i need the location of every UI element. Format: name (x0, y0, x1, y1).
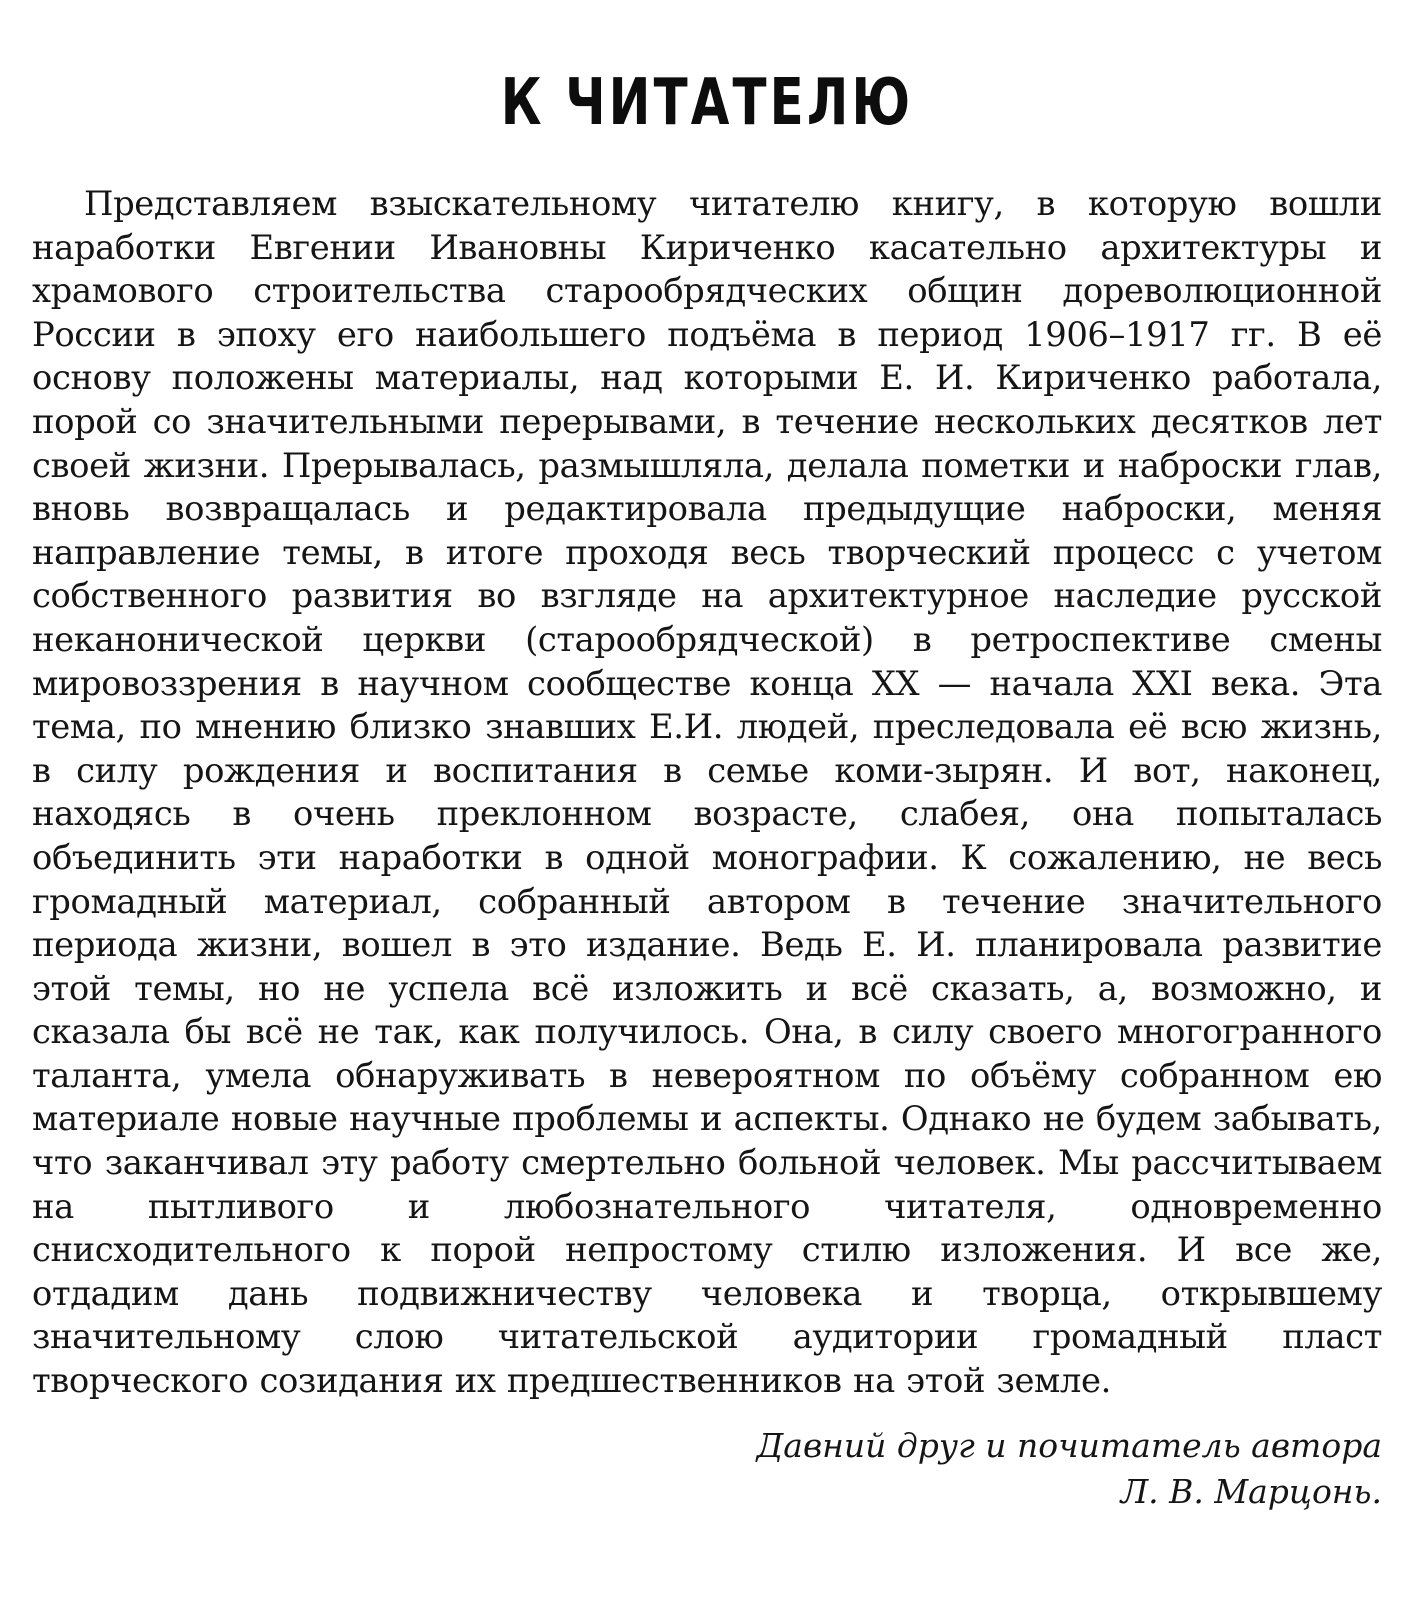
signature-block (32, 1423, 1382, 1515)
signature-author: Л. В. Марцонь. (1120, 1471, 1382, 1511)
body-paragraph: Представляем взыскательному читателю книгу, в которую вошли наработки Евгении Ивановны Кириченко касательно архитектуры и храмового строительства старообрядческих общин дореволюционной России в эпоху его наибольшего подъёма в период 1906–1917 гг. В её основу положены материалы, над которыми Е. И. Кириченко работала, порой со значительными перерывами, в течение нескольких десятков лет своей жизни. Прерывалась, размышляла, делала пометки и наброски глав, вновь возвращалась и редактировала предыдущие наброски, меняя направление темы, в итоге проходя весь творческий процесс с учетом собственного развития во взгляде на архитектурное наследие русской неканонической церкви (старообрядческой) в ретроспективе смены мировоззрения в научном сообществе конца XX — начала XXI века. Эта тема, по мнению близко знавших Е.И. людей, преследовала её всю жизнь, в силу рождения и воспитания в семье коми-зырян. И вот, наконец, находясь в очень преклонном возрасте, слабея, она попыталась объединить эти наработки в одной монографии. К сожалению, не весь громадный материал, собранный автором в течение значительного периода жизни, вошел в это издание. Ведь Е. И. планировала развитие этой темы, но не успела всё изложить и всё сказать, а, возможно, и сказала бы всё не так, как получилось. Она, в силу своего многогранного таланта, умела обнаруживать в невероятном по объёму собранном ею материале новые научные проблемы и аспекты. Однако не будем забывать, что заканчивал эту работу смертельно больной человек. Мы рассчитываем на пытливого и любознательного читателя, одновременно снисходительного к порой непростому стилю изложения. И все же, отдадим дань подвижничеству человека и творца, открывшему значительному слою читательской аудитории громадный пласт творческого созидания их предшественников на этой земле. (32, 184, 1382, 1401)
page-title: К ЧИТАТЕЛЮ (500, 66, 914, 140)
signature-line-1: Давний друг и почитатель автора (756, 1425, 1382, 1465)
